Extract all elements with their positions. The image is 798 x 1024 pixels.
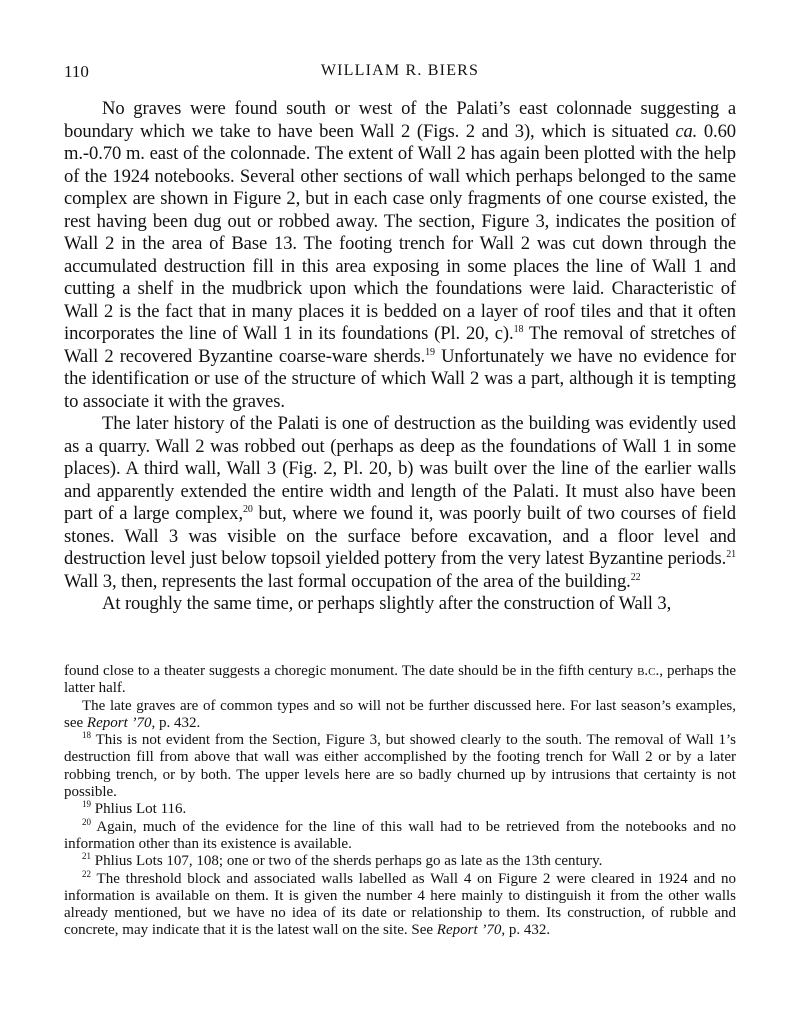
- page-header: [64, 62, 736, 86]
- main-text: [64, 98, 736, 616]
- footnote-mark: 18: [82, 730, 91, 741]
- paragraph-2: [64, 413, 736, 593]
- footnote-ref-22: 22: [630, 571, 641, 583]
- text-run: The later history of the Palati is one of destruction as the building was evidently used as a quarry. Wall 2 was robbed out (perhaps as deep as the foundations of Wall 1 in some places). A third wall, Wall 3 (Fig. 2, Pl. 20, b) was built over the line of the earlier walls and apparently extended the entire width and length of the Palati. It must also have been part of a large complex,: [64, 413, 736, 524]
- footnote-ref-20: 20: [243, 503, 253, 515]
- footnote-mark: 21: [82, 851, 91, 862]
- footnote-21: [64, 853, 736, 870]
- text-run: , p. 432.: [151, 714, 201, 731]
- italic-text: ca.: [675, 120, 698, 142]
- text-run: Wall 3, then, represents the last formal occupation of the area of the building.: [64, 570, 631, 592]
- era-abbreviation: b.c.: [637, 663, 660, 679]
- text-run: but, where we found it, was poorly built of two courses of field stones. Wall 3 was visible on the surface before excavation, and a floor level and destruction level just below topsoil yielded pottery from the very latest Byzantine periods.: [64, 503, 736, 569]
- footnote-19: [64, 801, 736, 818]
- text-run: Again, much of the evidence for the line of this wall had to be retrieved from the notebooks and no information other than its existence is available.: [64, 818, 736, 852]
- running-head: WILLIAM R. BIERS: [320, 62, 480, 79]
- text-run: , p. 432.: [501, 922, 551, 939]
- text-run: Unfortunately we have no evidence for the identification or use of the structure of which Wall 2 was a part, although it is tempting to associate it with the graves.: [64, 345, 737, 412]
- footnote-mark: 22: [82, 868, 91, 879]
- italic-text: Report ’70: [86, 714, 152, 731]
- text-run: No graves were found south or west of the Palati’s east colonnade suggesting a boundary which we take to have been Wall 2 (Figs. 2 and 3), which is situated: [64, 98, 736, 142]
- footnote-graves: [64, 698, 736, 733]
- text-run: 0.60 m.-0.70 m. east of the colonnade. The extent of Wall 2 has again been plotted with the help of the 1924 notebooks. Several other sections of wall which perhaps belonged to the same complex are shown in Figure 2, but in each case only fragments of one course existed, the rest having been dug out or robbed away. The section, Figure 3, indicates the position of Wall 2 in the area of Base 13. The footing trench for Wall 2 was cut down through the accumulated destruction fill in this area exposing in some places the line of Wall 1 and cutting a shelf in the mudbrick upon which the foundations were laid. Characteristic of Wall 2 is the fact that in many places it is bedded on a layer of roof tiles and that it often incorporates the line of Wall 1 in its foundations (Pl. 20, c).: [64, 120, 736, 344]
- text-run: Phlius Lot 116.: [91, 801, 187, 818]
- text-run: , perhaps the latter half.: [64, 663, 736, 697]
- footnote-22: [64, 868, 736, 940]
- footnote-mark: 20: [82, 816, 91, 827]
- text-run: Phlius Lots 107, 108; one or two of the sherds perhaps go as late as the 13th century.: [91, 853, 603, 870]
- text-run: The removal of stretches of Wall 2 recovered Byzantine coarse-ware sherds.: [64, 323, 736, 367]
- footnote-ref-21: 21: [726, 548, 736, 560]
- paragraph-1: [64, 98, 736, 413]
- footnotes: [64, 663, 736, 940]
- footnote-18: [64, 732, 736, 801]
- footnote-ref-18: 18: [513, 323, 524, 335]
- footnote-mark: 19: [82, 799, 91, 810]
- text-run: The threshold block and associated walls labelled as Wall 4 on Figure 2 were cleared in 1924 and no information is available on them. It is given the number 4 here mainly to distinguish it from the other walls already mentioned, but we have no idea of its date or relationship to them. Its construction, of rubble and concrete, may indicate that it is the latest wall on the site. See: [64, 870, 736, 939]
- paragraph-3: At roughly the same time, or perhaps slightly after the construction of Wall 3,: [102, 593, 672, 614]
- footnote-ref-19: 19: [425, 346, 435, 358]
- text-run: found close to a theater suggests a choregic monument. The date should be in the fifth century: [64, 663, 638, 679]
- text-run: This is not evident from the Section, Figure 3, but showed clearly to the south. The removal of Wall 1’s destruction fill from above that wall was either accomplished by the footing trench for Wall 2 or by a later robbing trench, or by both. The upper levels here are so badly churned up by intrusions that certainty is not possible.: [64, 732, 736, 801]
- footnote-20: [64, 816, 736, 854]
- footnote-continuation: [64, 663, 736, 698]
- text-run: The late graves are of common types and so will not be further discussed here. For last season’s examples, see: [64, 697, 736, 731]
- page-number: 110: [64, 62, 89, 81]
- italic-text: Report ’70: [436, 922, 502, 939]
